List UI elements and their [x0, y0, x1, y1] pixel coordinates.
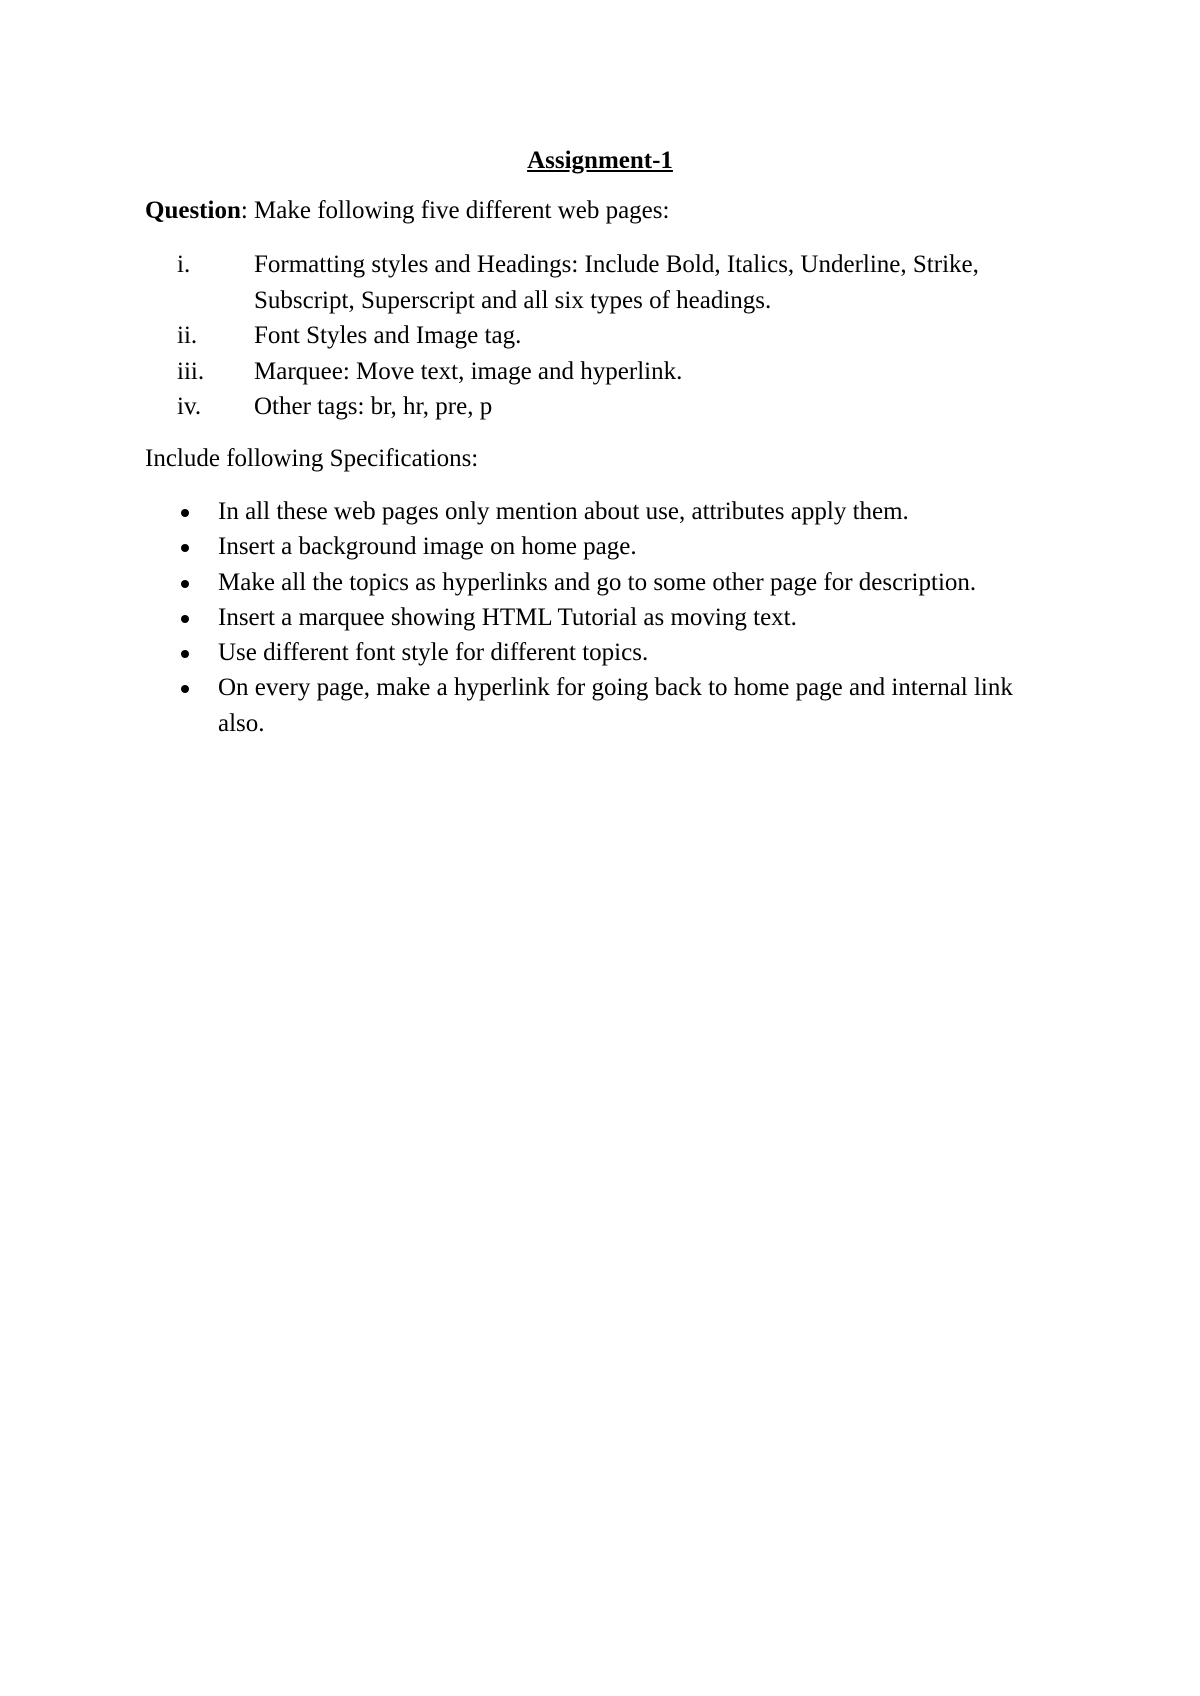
specification-item — [145, 529, 1045, 564]
task-item — [145, 354, 1045, 390]
bullet-icon — [181, 685, 189, 693]
specification-item — [145, 670, 1045, 741]
specifications-heading: Include following Specifications: — [145, 445, 479, 472]
task-number: iii. — [177, 357, 205, 385]
task-item — [145, 389, 1045, 425]
specification-item — [145, 600, 1045, 635]
specification-text: Insert a marquee showing HTML Tutorial as moving text. — [218, 603, 797, 631]
task-number: iv. — [177, 393, 202, 420]
task-text: Marquee: Move text, image and hyperlink. — [254, 357, 683, 385]
specification-text: Insert a background image on home page. — [218, 533, 637, 561]
specification-item — [145, 565, 1045, 600]
bullet-icon — [181, 580, 189, 588]
bullet-icon — [181, 544, 189, 552]
specification-text: In all these web pages only mention about use, attributes apply them. — [218, 498, 909, 525]
bullet-icon — [181, 650, 189, 658]
specification-text: Make all the topics as hyperlinks and go to some other page for description. — [218, 568, 977, 596]
bullet-icon — [181, 509, 189, 517]
task-number: i. — [177, 251, 191, 278]
question-line — [145, 196, 669, 226]
specification-item — [145, 635, 1045, 670]
question-text: : Make following five different web pages: — [240, 197, 670, 224]
bullet-icon — [181, 615, 189, 623]
task-item — [145, 247, 1045, 318]
question-label: Question — [145, 197, 241, 224]
specification-item — [145, 494, 1045, 529]
task-text: Other tags: br, hr, pre, p — [254, 393, 493, 420]
task-item — [145, 318, 1045, 354]
specifications-list — [145, 494, 1045, 741]
task-text: Formatting styles and Headings: Include Bold, Italics, Underline, Strike, Subscript, Superscript and all six types of headings. — [254, 251, 979, 314]
assignment-title: Assignment-1 — [527, 147, 673, 174]
task-text: Font Styles and Image tag. — [254, 322, 522, 349]
task-number: ii. — [177, 322, 198, 349]
task-list — [145, 247, 1045, 425]
specification-text: On every page, make a hyperlink for going back to home page and internal link also. — [218, 674, 1013, 737]
specification-text: Use different font style for different topics. — [218, 639, 649, 667]
